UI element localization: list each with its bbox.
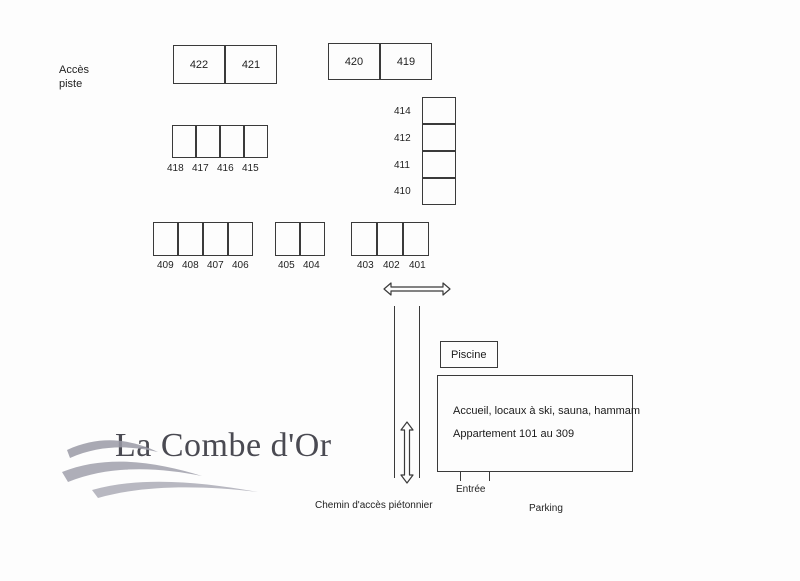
unit-label-401: 401 bbox=[409, 260, 426, 271]
main-building-line1: Accueil, locaux à ski, sauna, hammam bbox=[453, 405, 641, 417]
entrance-tick-right bbox=[489, 472, 490, 481]
unit-label-403: 403 bbox=[357, 260, 374, 271]
unit-cell-416[interactable] bbox=[220, 125, 244, 158]
unit-cell-415[interactable] bbox=[244, 125, 268, 158]
path-line-right bbox=[419, 306, 420, 478]
unit-cell-419[interactable]: 419 bbox=[380, 43, 432, 80]
unit-cell-405[interactable] bbox=[275, 222, 300, 256]
unit-cell-408[interactable] bbox=[178, 222, 203, 256]
vertical-double-arrow-icon bbox=[398, 420, 416, 485]
access-label-line1: Accès bbox=[59, 64, 89, 76]
unit-label-416: 416 bbox=[217, 163, 234, 174]
unit-cell-403[interactable] bbox=[351, 222, 377, 256]
brand-title: La Combe d'Or bbox=[115, 427, 332, 464]
unit-cell-404[interactable] bbox=[300, 222, 325, 256]
horizontal-double-arrow-icon bbox=[382, 279, 452, 299]
unit-cell-414[interactable] bbox=[422, 97, 456, 124]
unit-label-404: 404 bbox=[303, 260, 320, 271]
unit-label-408: 408 bbox=[182, 260, 199, 271]
unit-cell-402[interactable] bbox=[377, 222, 403, 256]
unit-label-418: 418 bbox=[167, 163, 184, 174]
unit-label-417: 417 bbox=[192, 163, 209, 174]
unit-cell-407[interactable] bbox=[203, 222, 228, 256]
path-line-left bbox=[394, 306, 395, 478]
access-label-line2: piste bbox=[59, 78, 83, 90]
unit-label-410: 410 bbox=[394, 186, 411, 197]
unit-label-407: 407 bbox=[207, 260, 224, 271]
unit-cell-401[interactable] bbox=[403, 222, 429, 256]
unit-cell-420[interactable]: 420 bbox=[328, 43, 380, 80]
entrance-label: Entrée bbox=[456, 484, 486, 495]
entrance-tick-left bbox=[460, 472, 461, 481]
parking-label: Parking bbox=[529, 503, 563, 514]
path-label: Chemin d'accès piétonnier bbox=[315, 500, 433, 511]
unit-cell-422[interactable]: 422 bbox=[173, 45, 225, 84]
unit-cell-418[interactable] bbox=[172, 125, 196, 158]
unit-label-406: 406 bbox=[232, 260, 249, 271]
unit-cell-417[interactable] bbox=[196, 125, 220, 158]
unit-cell-412[interactable] bbox=[422, 124, 456, 151]
unit-label-414: 414 bbox=[394, 106, 411, 117]
unit-cell-421[interactable]: 421 bbox=[225, 45, 277, 84]
swoosh-decoration-icon bbox=[62, 432, 272, 502]
unit-cell-411[interactable] bbox=[422, 151, 456, 178]
unit-label-405: 405 bbox=[278, 260, 295, 271]
main-building-line2: Appartement 101 au 309 bbox=[453, 428, 575, 440]
unit-cell-410[interactable] bbox=[422, 178, 456, 205]
unit-label-409: 409 bbox=[157, 260, 174, 271]
unit-cell-409[interactable] bbox=[153, 222, 178, 256]
unit-label-415: 415 bbox=[242, 163, 259, 174]
unit-label-411: 411 bbox=[394, 160, 410, 171]
unit-label-402: 402 bbox=[383, 260, 400, 271]
unit-cell-406[interactable] bbox=[228, 222, 253, 256]
pool-label: Piscine bbox=[451, 349, 487, 361]
main-building-box[interactable] bbox=[437, 375, 633, 472]
unit-label-412: 412 bbox=[394, 133, 411, 144]
